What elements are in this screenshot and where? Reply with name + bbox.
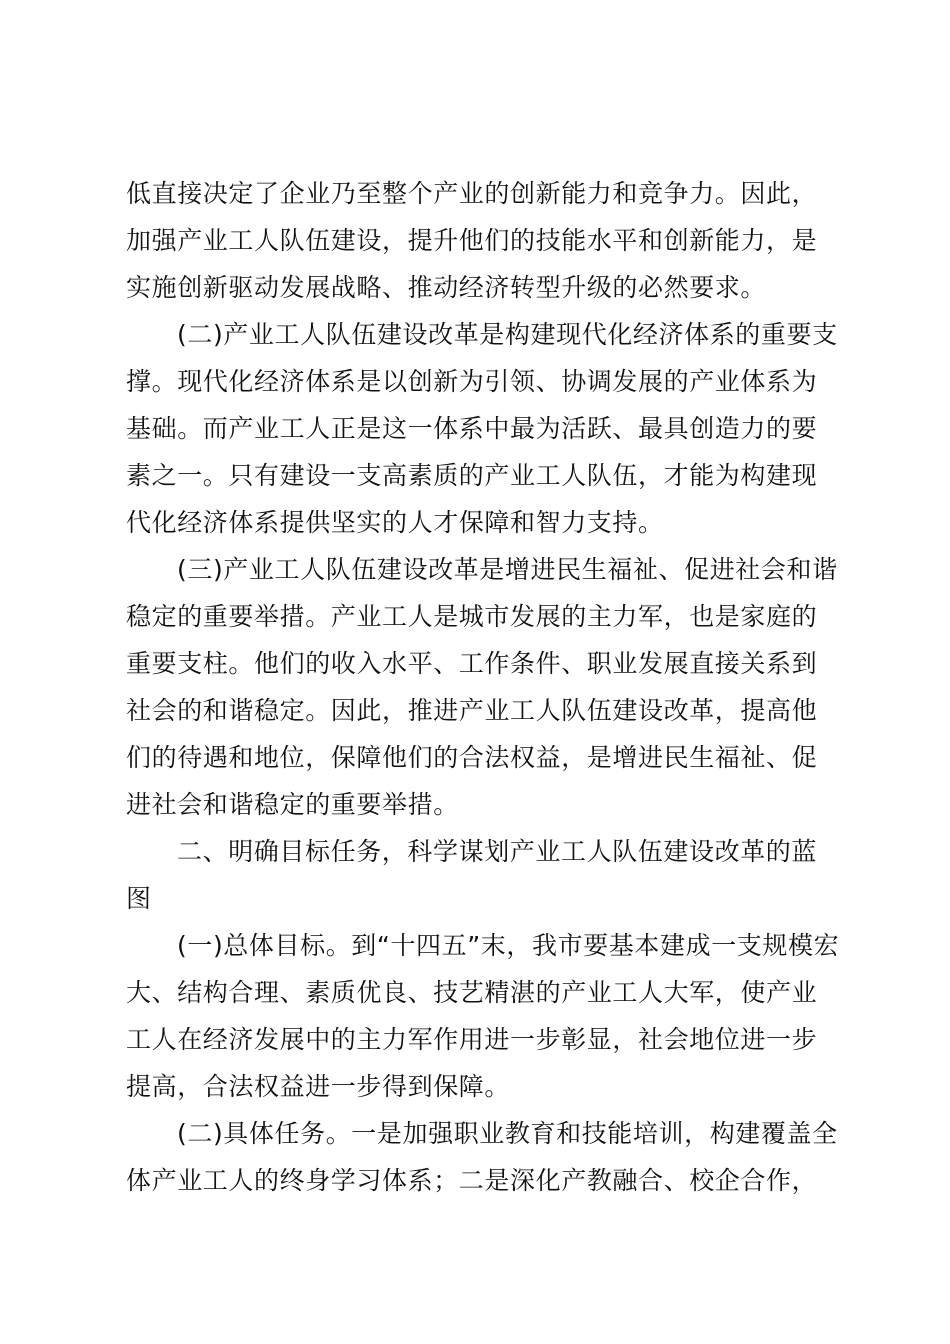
- paragraph-line: 社会的和谐稳定。因此，推进产业工人队伍建设改革，提高他: [126, 696, 818, 725]
- paragraph-line: 加强产业工人队伍建设，提升他们的技能水平和创新能力，是: [126, 226, 818, 255]
- paragraph-line: 们的待遇和地位，保障他们的合法权益，是增进民生福祉、促: [126, 743, 818, 772]
- paragraph-line: 稳定的重要举措。产业工人是城市发展的主力军，也是家庭的: [126, 602, 818, 631]
- section-heading-line: 二、明确目标任务，科学谋划产业工人队伍建设改革的蓝: [177, 837, 818, 866]
- paragraph-line: 撑。现代化经济体系是以创新为引领、协调发展的产业体系为: [126, 367, 818, 396]
- paragraph-line: 素之一。只有建设一支高素质的产业工人队伍，才能为构建现: [126, 461, 818, 490]
- paragraph-line: (二)产业工人队伍建设改革是构建现代化经济体系的重要支: [177, 320, 838, 349]
- paragraph-line: (二)具体任务。一是加强职业教育和技能培训，构建覆盖全: [177, 1119, 838, 1148]
- paragraph-line: 大、结构合理、素质优良、技艺精湛的产业工人大军，使产业: [126, 978, 818, 1007]
- paragraph-line: 重要支柱。他们的收入水平、工作条件、职业发展直接关系到: [126, 649, 818, 678]
- paragraph-line: 提高，合法权益进一步得到保障。: [126, 1072, 511, 1101]
- section-heading-line: 图: [126, 884, 152, 913]
- document-body: [126, 170, 840, 1204]
- paragraph-line: 代化经济体系提供坚实的人才保障和智力支持。: [126, 508, 664, 537]
- paragraph-line: (三)产业工人队伍建设改革是增进民生福祉、促进社会和谐: [177, 555, 838, 584]
- paragraph-line: (一)总体目标。到“十四五”末，我市要基本建成一支规模宏: [177, 931, 840, 960]
- paragraph-line: 基础。而产业工人正是这一体系中最为活跃、最具创造力的要: [126, 414, 818, 443]
- paragraph-line: 体产业工人的终身学习体系；二是深化产教融合、校企合作，: [126, 1166, 818, 1195]
- paragraph-line: 低直接决定了企业乃至整个产业的创新能力和竞争力。因此，: [126, 179, 818, 208]
- paragraph-line: 实施创新驱动发展战略、推动经济转型升级的必然要求。: [126, 273, 767, 302]
- paragraph-line: 进社会和谐稳定的重要举措。: [126, 790, 459, 819]
- paragraph-line: 工人在经济发展中的主力军作用进一步彰显，社会地位进一步: [126, 1025, 818, 1054]
